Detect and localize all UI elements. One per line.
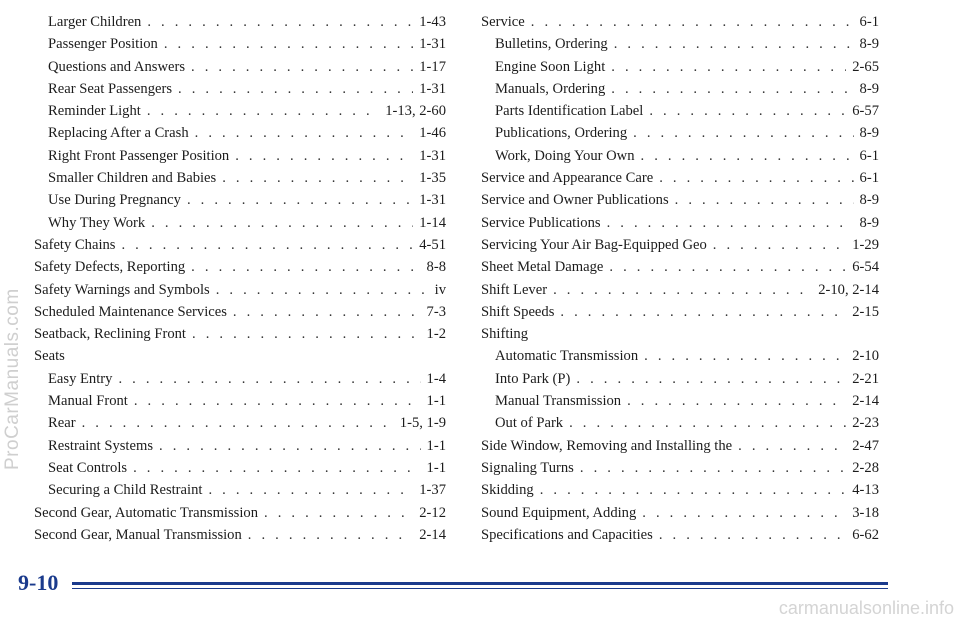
index-entry: [481, 457, 879, 479]
index-entry: [34, 33, 446, 55]
index-entry-page: 2-10, 2-14: [818, 281, 879, 298]
index-entry-page: 1-31: [419, 192, 446, 209]
index-entry-text: Use During Pregnancy: [48, 192, 181, 209]
index-entry-text: Rear Seat Passengers: [48, 80, 173, 97]
dot-leader: [611, 56, 846, 78]
index-entry-page: 2-65: [852, 58, 879, 75]
dot-leader: [580, 457, 846, 479]
index-entry-page: 1-1: [426, 437, 446, 454]
dot-leader: [191, 256, 420, 278]
index-entry-page: 6-57: [852, 103, 879, 120]
index-entry: [34, 122, 446, 144]
index-entry-page: 1-1: [426, 393, 446, 410]
index-entry-text: Manual Transmission: [495, 393, 622, 410]
dot-leader: [738, 435, 846, 457]
index-entry: [481, 11, 879, 33]
index-entry-page: 6-1: [859, 147, 879, 164]
dot-leader: [82, 412, 394, 434]
index-entry-page: 2-28: [852, 459, 879, 476]
index-entry-page: 8-9: [859, 36, 879, 53]
index-entry-page: 7-3: [426, 303, 446, 320]
index-entry-text: Right Front Passenger Position: [48, 147, 230, 164]
index-entry-text: Engine Soon Light: [495, 58, 606, 75]
index-entry-page: 8-9: [859, 192, 879, 209]
index-entry-page: 2-15: [852, 303, 879, 320]
index-entry-page: 1-37: [419, 482, 446, 499]
index-entry-text: Second Gear, Automatic Transmission: [34, 504, 258, 521]
watermark-bottom: carmanualsonline.info: [778, 598, 954, 618]
dot-leader: [216, 279, 429, 301]
dot-leader: [159, 435, 421, 457]
footer-rule-thin: [72, 588, 888, 589]
index-entry-text: Why They Work: [48, 214, 146, 231]
index-entry-text: Manual Front: [48, 393, 128, 410]
dot-leader: [164, 33, 413, 55]
dot-leader: [560, 301, 846, 323]
dot-leader: [208, 479, 413, 501]
dot-leader: [713, 234, 846, 256]
index-entry: [34, 368, 446, 390]
index-entry: [481, 279, 879, 301]
dot-leader: [121, 234, 413, 256]
index-entry-text: Safety Chains: [34, 236, 116, 253]
index-entry-text: Into Park (P): [495, 370, 571, 387]
index-entry-text: Shift Lever: [481, 281, 548, 298]
index-entry-page: 6-62: [852, 526, 879, 543]
index-entry: [34, 502, 446, 524]
index-entry-text: Safety Warnings and Symbols: [34, 281, 210, 298]
dot-leader: [147, 11, 413, 33]
index-entry: [481, 345, 879, 367]
index-entry-page: 2-10: [852, 348, 879, 365]
dot-leader: [151, 212, 413, 234]
dot-leader: [222, 167, 413, 189]
index-entry-text: Servicing Your Air Bag-Equipped Geo: [481, 236, 707, 253]
index-entry-page: 1-46: [419, 125, 446, 142]
index-entry-text: Seat Controls: [48, 459, 128, 476]
dot-leader: [569, 412, 846, 434]
index-entry-text: Shifting: [481, 326, 529, 343]
index-entry: [481, 479, 879, 501]
index-entry: [34, 457, 446, 479]
index-entry-text: Skidding: [481, 482, 534, 499]
index-entry: [34, 212, 446, 234]
dot-leader: [233, 301, 421, 323]
index-entry: [34, 279, 446, 301]
dot-leader: [235, 145, 413, 167]
index-entry: [481, 524, 879, 546]
dot-leader: [659, 524, 846, 546]
index-entry-page: 4-51: [419, 236, 446, 253]
index-entry-page: 6-1: [859, 14, 879, 30]
index-entry: [481, 301, 879, 323]
page-number: 9-10: [18, 570, 59, 595]
index-entry-page: 1-31: [419, 80, 446, 97]
index-entry: [34, 412, 446, 434]
index-entry: [481, 145, 879, 167]
index-entry-page: 6-1: [859, 170, 879, 187]
index-column-left: [34, 11, 446, 546]
index-entry-page: 1-5, 1-9: [399, 415, 446, 432]
dot-leader: [147, 100, 379, 122]
index-entry-text: Shift Speeds: [481, 303, 555, 320]
dot-leader: [644, 345, 846, 367]
index-entry: [481, 368, 879, 390]
index-entry-page: 8-9: [859, 80, 879, 97]
index-entry: [481, 33, 879, 55]
index-entry-page: 1-13, 2-60: [385, 103, 446, 120]
dot-leader: [187, 189, 413, 211]
index-entry: [34, 435, 446, 457]
index-entry-text: Safety Defects, Reporting: [34, 259, 186, 276]
dot-leader: [118, 368, 420, 390]
dot-leader: [576, 368, 846, 390]
index-entry-page: 6-54: [852, 259, 879, 276]
index-entry-text: Service Publications: [481, 214, 601, 231]
index-entry-page: 1-2: [426, 326, 446, 343]
index-entry: [481, 412, 879, 434]
index-entry: [481, 122, 879, 144]
footer-rule: [72, 582, 888, 585]
index-entry: [34, 56, 446, 78]
index-entry-text: Service and Appearance Care: [481, 170, 654, 187]
index-entry-text: Seats: [34, 348, 65, 365]
index-entry-page: 4-13: [852, 482, 879, 499]
index-entry-text: Easy Entry: [48, 370, 113, 387]
index-entry: [34, 189, 446, 211]
index-entry: [34, 11, 446, 33]
index-entry-text: Parts Identification Label: [495, 103, 644, 120]
index-entry: [34, 100, 446, 122]
index-entry-text: Scheduled Maintenance Services: [34, 303, 227, 320]
index-entry-text: Second Gear, Manual Transmission: [34, 526, 242, 543]
index-entry-page: 1-29: [852, 236, 879, 253]
index-entry: [34, 390, 446, 412]
index-entry-text: Replacing After a Crash: [48, 125, 189, 142]
index-entry-text: Restraint Systems: [48, 437, 153, 454]
index-entry-page: 3-18: [852, 504, 879, 521]
index-entry-text: Side Window, Removing and Installing the: [481, 437, 733, 454]
index-entry-text: Reminder Light: [48, 103, 141, 120]
index-entry-page: 1-1: [426, 459, 446, 476]
index-entry: [481, 167, 879, 189]
index-entry-page: 2-23: [852, 415, 879, 432]
dot-leader: [134, 390, 421, 412]
index-entry-page: 1-4: [426, 370, 446, 387]
index-entry: [34, 323, 446, 345]
index-entry-text: Specifications and Capacities: [481, 526, 653, 543]
index-entry: [34, 524, 446, 546]
index-entry-page: iv: [434, 281, 446, 298]
index-entry-text: Work, Doing Your Own: [495, 147, 635, 164]
watermark-side: ProCarManuals.com: [2, 288, 23, 470]
dot-leader: [609, 256, 846, 278]
dot-leader: [192, 323, 421, 345]
dot-leader: [540, 479, 847, 501]
index-entry-text: Sound Equipment, Adding: [481, 504, 637, 521]
index-entry: [481, 435, 879, 457]
index-entry-text: Publications, Ordering: [495, 125, 628, 142]
index-entry-text: Service and Owner Publications: [481, 192, 669, 209]
dot-leader: [195, 122, 414, 144]
index-entry: [481, 323, 879, 345]
index-entry-text: Questions and Answers: [48, 58, 186, 75]
index-entry-text: Passenger Position: [48, 36, 158, 53]
dot-leader: [675, 189, 854, 211]
index-entry-text: Sheet Metal Damage: [481, 259, 604, 276]
index-entry: [481, 78, 879, 100]
dot-leader: [659, 167, 853, 189]
dot-leader: [607, 212, 854, 234]
index-entry-text: Out of Park: [495, 415, 564, 432]
dot-leader: [627, 390, 846, 412]
index-entry-page: 8-9: [859, 125, 879, 142]
index-entry-page: 1-35: [419, 170, 446, 187]
index-entry-page: 8-9: [859, 214, 879, 231]
index-entry-page: 1-43: [419, 14, 446, 30]
index-entry-page: 8-8: [426, 259, 446, 276]
index-entry-text: Rear: [48, 415, 76, 432]
dot-leader: [611, 78, 853, 100]
dot-leader: [614, 33, 854, 55]
index-entry-text: Bulletins, Ordering: [495, 36, 608, 53]
index-entry-page: 1-17: [419, 58, 446, 75]
index-entry: [34, 167, 446, 189]
dot-leader: [649, 100, 846, 122]
dot-leader: [553, 279, 812, 301]
dot-leader: [133, 457, 420, 479]
dot-leader: [191, 56, 413, 78]
index-entry: [481, 189, 879, 211]
index-entry: [34, 145, 446, 167]
index-entry-text: Securing a Child Restraint: [48, 482, 203, 499]
index-entry: [34, 256, 446, 278]
index-entry-page: 1-14: [419, 214, 446, 231]
index-entry-text: Seatback, Reclining Front: [34, 326, 186, 343]
index-column-right: [481, 11, 879, 546]
index-entry: [481, 256, 879, 278]
index-entry: [481, 234, 879, 256]
index-entry-page: 2-14: [419, 526, 446, 543]
dot-leader: [642, 502, 846, 524]
index-entry-page: 2-47: [852, 437, 879, 454]
index-entry-text: Manuals, Ordering: [495, 80, 606, 97]
index-entry: [481, 212, 879, 234]
index-entry-text: Service: [481, 14, 525, 30]
index-entry: [34, 345, 446, 367]
dot-leader: [248, 524, 413, 546]
index-entry: [481, 390, 879, 412]
index-entry: [34, 301, 446, 323]
index-entry: [34, 479, 446, 501]
dot-leader: [641, 145, 854, 167]
index-entry-page: 1-31: [419, 36, 446, 53]
dot-leader: [178, 78, 413, 100]
index-entry-page: 1-31: [419, 147, 446, 164]
index-entry: [481, 502, 879, 524]
index-entry-text: Signaling Turns: [481, 459, 574, 476]
index-entry: [481, 100, 879, 122]
index-entry-text: Larger Children: [48, 14, 142, 30]
index-entry: [34, 78, 446, 100]
dot-leader: [633, 122, 853, 144]
dot-leader: [531, 11, 854, 33]
index-entry-page: 2-14: [852, 393, 879, 410]
index-entry-text: Smaller Children and Babies: [48, 170, 217, 187]
index-entry-text: Automatic Transmission: [495, 348, 639, 365]
index-entry: [481, 56, 879, 78]
dot-leader: [264, 502, 413, 524]
index-entry: [34, 234, 446, 256]
index-entry-page: 2-12: [419, 504, 446, 521]
index-entry-page: 2-21: [852, 370, 879, 387]
